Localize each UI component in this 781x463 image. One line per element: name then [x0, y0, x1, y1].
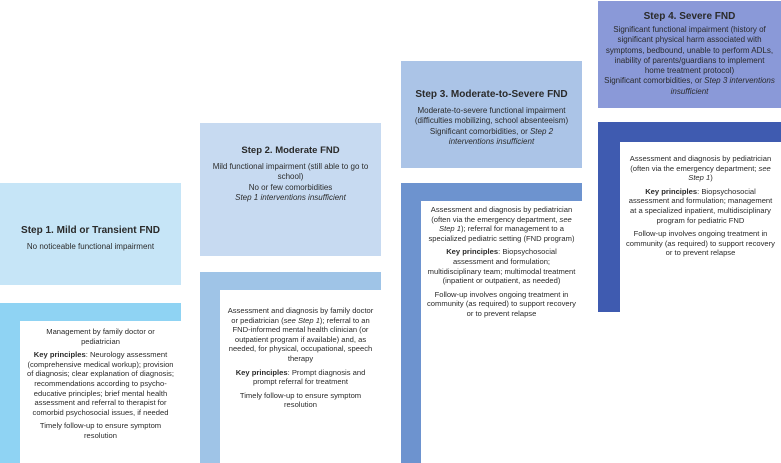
step-4-header — [598, 1, 781, 108]
step-2-kp-text: : Prompt diagnosis and prompt referral for treatment — [253, 367, 366, 387]
step-4-desc-2a: Significant comorbidities, or — [604, 76, 705, 86]
step-1-kp-text: : Neurology assessment (comprehensive medical workup); provision of diagnosis; clear explanation of diagnosis; recommendations according to psycho-educative principles; brief mental health assessment and referral to therapist for comorbid psychosocial issues, if needed — [27, 350, 174, 417]
step-3-key-principles — [426, 247, 577, 285]
step-3-assessment — [426, 205, 577, 243]
step-3-title: Step 3. Moderate-to-Severe FND — [415, 89, 568, 100]
step-4-kp-label: Key principles — [645, 186, 698, 196]
step-4-desc-2 — [604, 76, 775, 97]
step-1-desc: No noticeable functional impairment — [26, 242, 155, 251]
step-2-body — [220, 290, 381, 463]
step-1-title: Step 1. Mild or Transient FND — [21, 225, 160, 236]
step-4-bar-top — [598, 122, 781, 142]
step-2-title: Step 2. Moderate FND — [241, 145, 340, 156]
step-3-kp-label: Key principles — [446, 247, 499, 257]
step-3-desc-2 — [407, 127, 576, 148]
step-1-kp-label: Key principles — [33, 350, 86, 360]
step-4-see-step: see Step 1 — [688, 163, 771, 183]
step-2-see-step: see Step 1 — [283, 315, 320, 325]
step-4-key-principles — [625, 187, 776, 225]
step-4-desc-1: Significant functional impairment (history of significant physical harm associated with symptoms, bedbound, unable to perform ADLs, inability of parents/guardians to implement home treatment protocol) — [605, 25, 774, 76]
step-4-assessment-b: ) — [710, 173, 713, 183]
step-1-key-principles — [26, 350, 175, 417]
step-2-desc-2: No or few comorbidities — [248, 182, 333, 192]
step-1-body — [20, 321, 181, 463]
step-2-assessment-a: Assessment and diagnosis by family doctor or pediatrician ( — [227, 306, 374, 325]
step-3-followup: Follow-up involves ongoing treatment in community (as required) to support recovery or to prevent relapse — [427, 289, 576, 318]
step-4-bar-side — [598, 122, 620, 312]
step-3-desc-2a: Significant comorbidities, or — [429, 126, 530, 136]
step-1-management: Management by family doctor or pediatrician — [46, 327, 155, 346]
step-3-bar-top — [401, 183, 582, 201]
step-2-followup: Timely follow-up to ensure symptom resolution — [239, 390, 362, 410]
step-3-body — [421, 201, 582, 401]
step-3-see-step: see Step 1 — [439, 214, 572, 234]
step-1-header — [0, 183, 181, 285]
step-2-assessment-b: ); referral to an FND-informed mental health clinician (or outpatient program if available) and, as needed, for physical, occupational, speech therapy — [228, 315, 373, 363]
step-3-desc-1: Moderate-to-severe functional impairment (difficulties mobilizing, school absenteeism) — [414, 106, 569, 126]
step-2-bar-side — [200, 272, 220, 463]
step-2-desc-1: Mild functional impairment (still able to go to school) — [212, 162, 369, 182]
step-1-bar-side — [0, 303, 20, 463]
step-4-title: Step 4. Severe FND — [643, 11, 736, 22]
step-3-header — [401, 61, 582, 168]
step-3-kp-text: : Biopsychosocial assessment and formulation; multidisciplinary team; multimodal treatment (inpatient or outpatient, as needed) — [427, 247, 576, 286]
step-2-desc-italic: Step 1 interventions insufficient — [235, 192, 346, 202]
step-1-bar-top — [0, 303, 181, 321]
step-3-assessment-a: Assessment and diagnosis by pediatrician (often via the emergency department, — [430, 205, 573, 224]
step-3-assessment-b: ); referral for management to a specialized pediatric setting (FND program) — [428, 224, 575, 243]
step-2-key-principles — [226, 368, 375, 387]
step-1-followup: Timely follow-up to ensure symptom resolution — [39, 421, 162, 440]
step-2-assessment — [226, 306, 375, 364]
step-4-assessment-a: Assessment and diagnosis by pediatrician (often via the emergency department; — [629, 154, 772, 173]
step-4-kp-text: : Biopsychosocial assessment and formulation; management at a specialized inpatient, multidisciplinary program for pediatric FND — [628, 186, 773, 225]
step-4-desc-italic: Step 3 interventions insufficient — [670, 76, 775, 96]
step-3-bar-side — [401, 183, 421, 463]
step-2-bar-top — [200, 272, 381, 290]
step-2-kp-label: Key principles — [235, 367, 288, 377]
step-4-assessment — [625, 154, 776, 183]
step-2-header — [200, 123, 381, 256]
step-3-desc-italic: Step 2 interventions insufficient — [448, 126, 554, 146]
step-4-followup: Follow-up involves ongoing treatment in community (as required) to support recovery or to prevent relapse — [626, 229, 775, 258]
step-4-body — [620, 142, 781, 312]
